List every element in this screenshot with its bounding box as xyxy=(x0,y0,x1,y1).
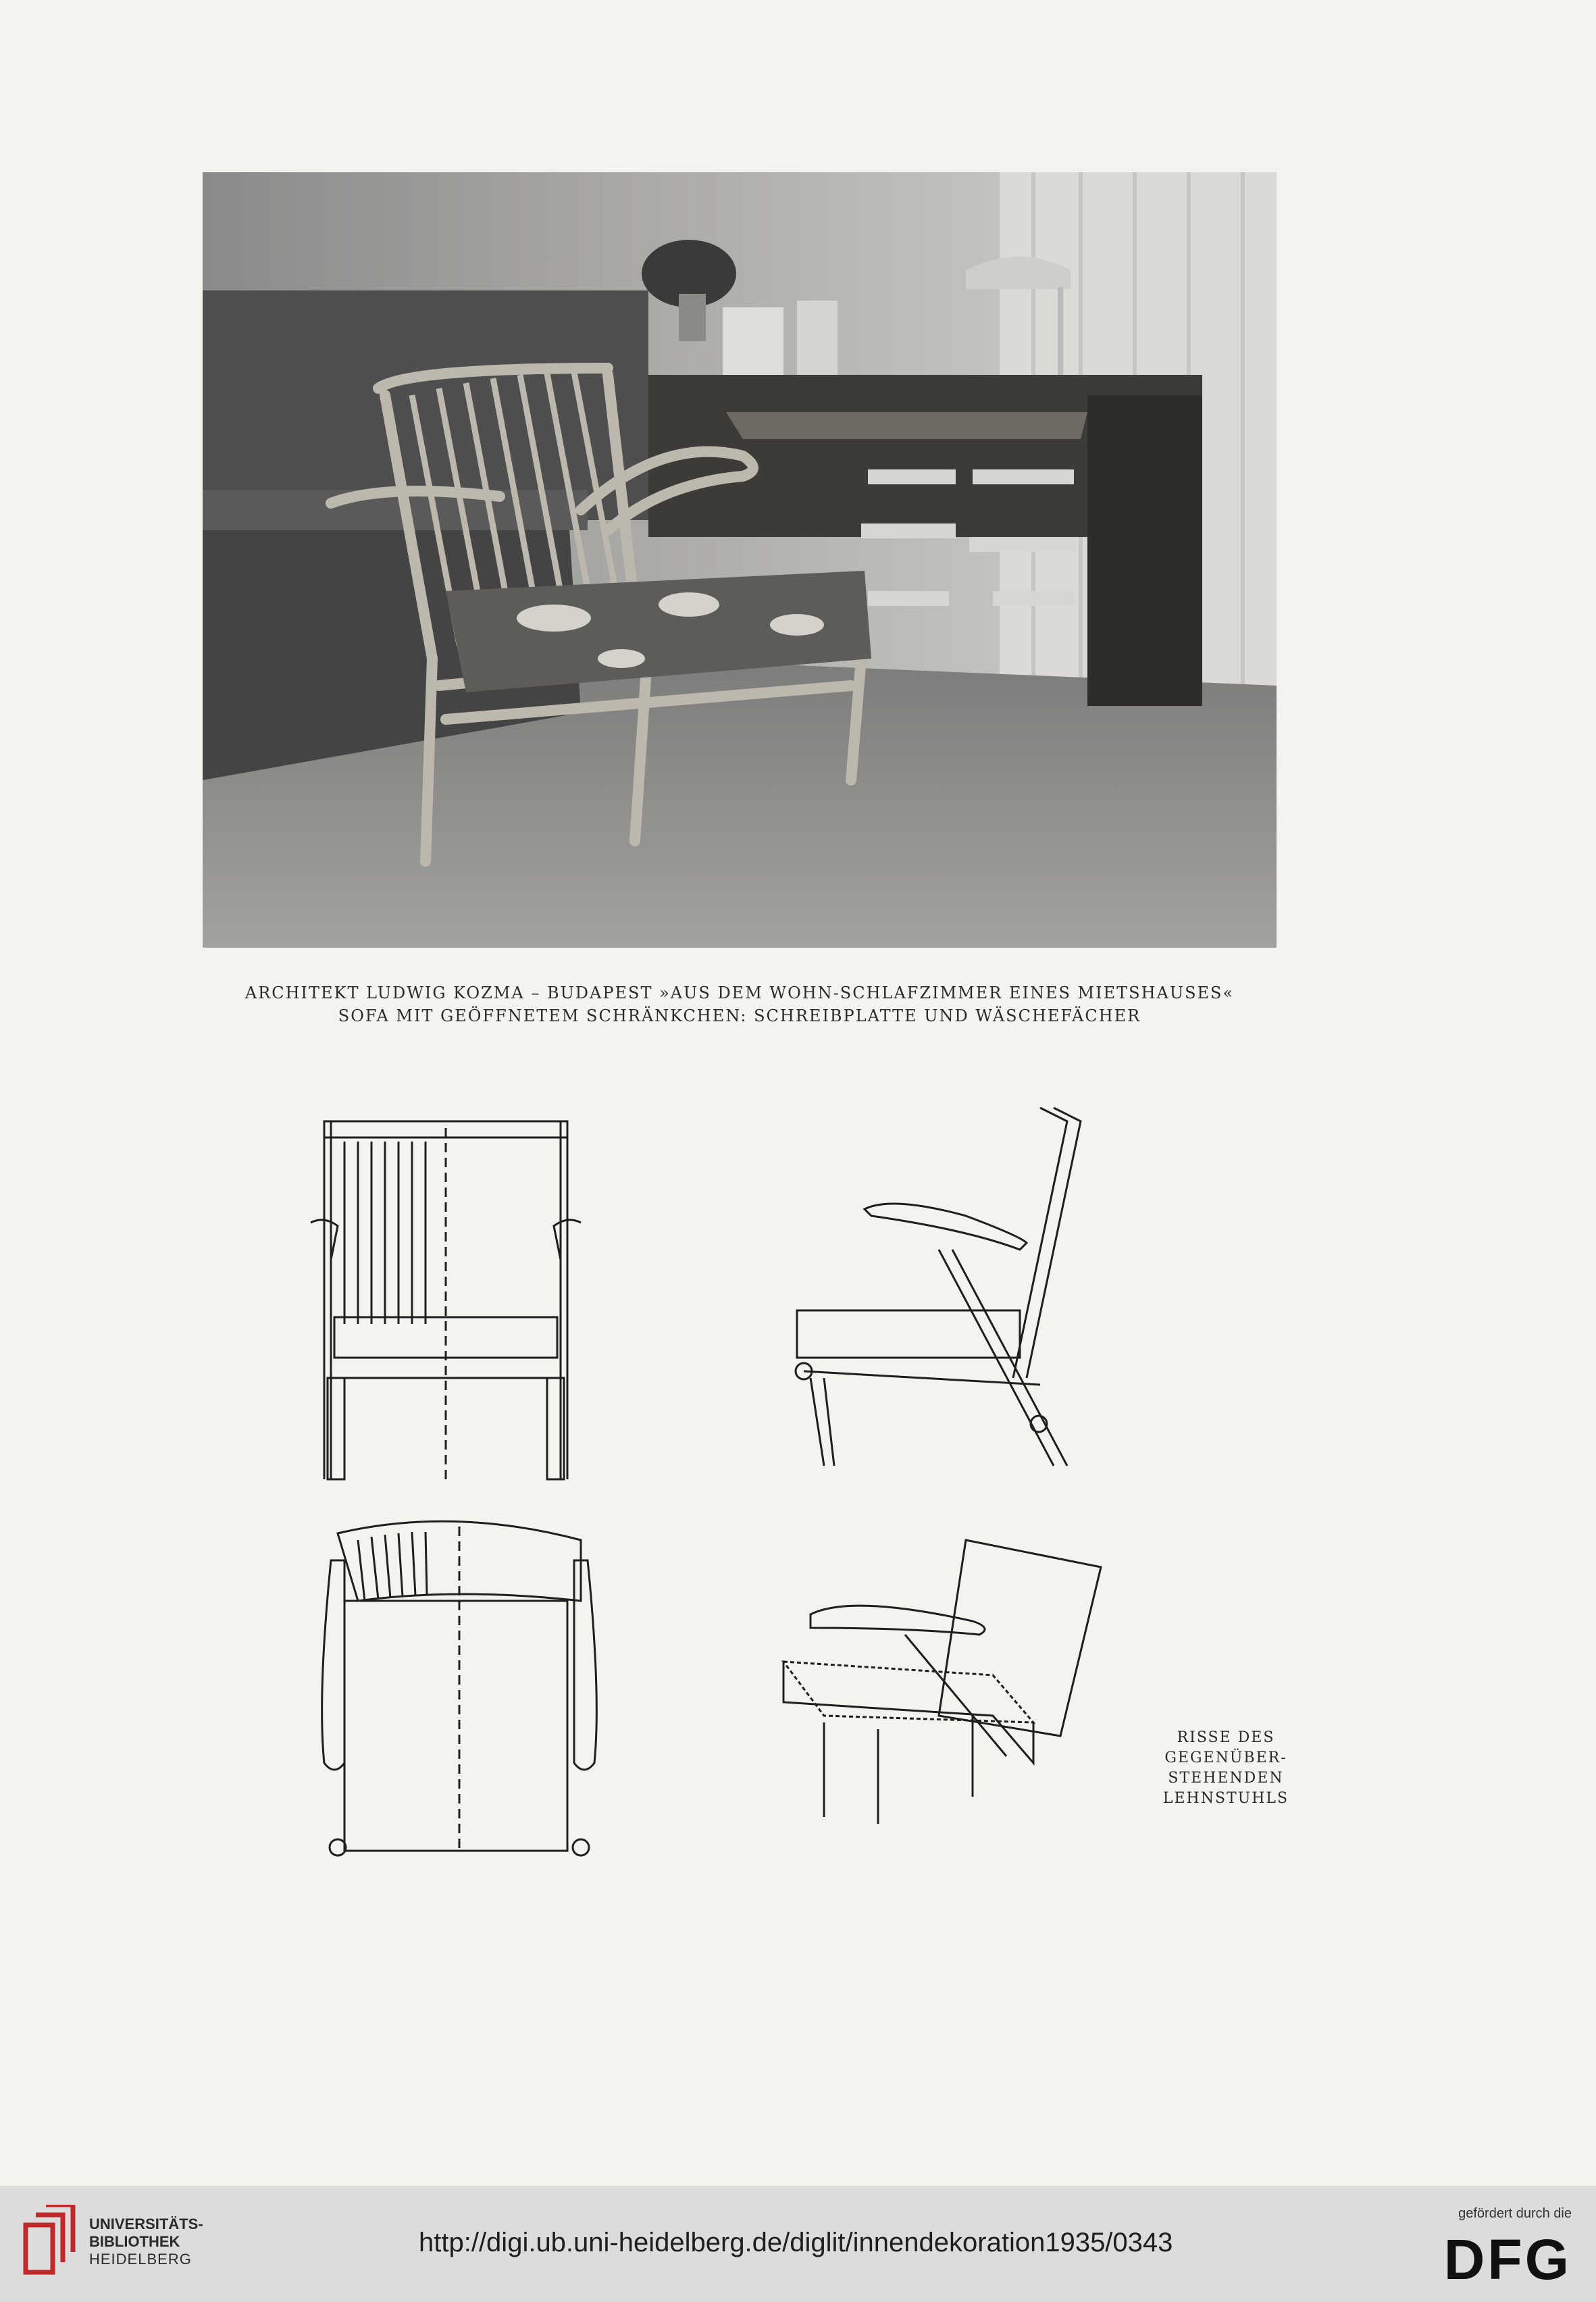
library-name-line: HEIDELBERG xyxy=(89,2251,192,2268)
permalink-url[interactable]: http://digi.ub.uni-heidelberg.de/diglit/innendekoration1935/0343 xyxy=(419,2228,1173,2257)
legend-line: RISSE DES xyxy=(1177,1729,1275,1746)
drawing-legend xyxy=(1148,1728,1304,1809)
legend-line: GEGENÜBER- xyxy=(1164,1749,1287,1766)
funded-by-label: gefördert durch die xyxy=(1458,2206,1572,2221)
caption-line-2: SOFA MIT GEÖFFNETEM SCHRÄNKCHEN: SCHREIBPLATTE UND WÄSCHEFÄCHER xyxy=(338,1006,1141,1025)
chair-side-elevation xyxy=(783,1101,1162,1486)
legend-line: LEHNSTUHLS xyxy=(1162,1790,1289,1807)
library-name xyxy=(89,2216,203,2268)
chair-front-elevation xyxy=(297,1101,601,1486)
library-name-line: BIBLIOTHEK xyxy=(89,2233,180,2250)
library-logo-icon xyxy=(19,2205,80,2279)
caption-line-1: ARCHITEKT LUDWIG KOZMA – BUDAPEST »AUS DEM WOHN-SCHLAFZIMMER EINES MIETSHAUSES« xyxy=(244,983,1235,1002)
chair-perspective-view xyxy=(770,1527,1121,1837)
digitization-footer xyxy=(0,2186,1596,2302)
legend-line: STEHENDEN xyxy=(1168,1770,1284,1787)
chair-top-plan xyxy=(311,1513,608,1864)
library-name-line: UNIVERSITÄTS- xyxy=(89,2216,203,2232)
interior-photograph xyxy=(203,172,1277,948)
dfg-logo: DFG xyxy=(1443,2228,1572,2291)
